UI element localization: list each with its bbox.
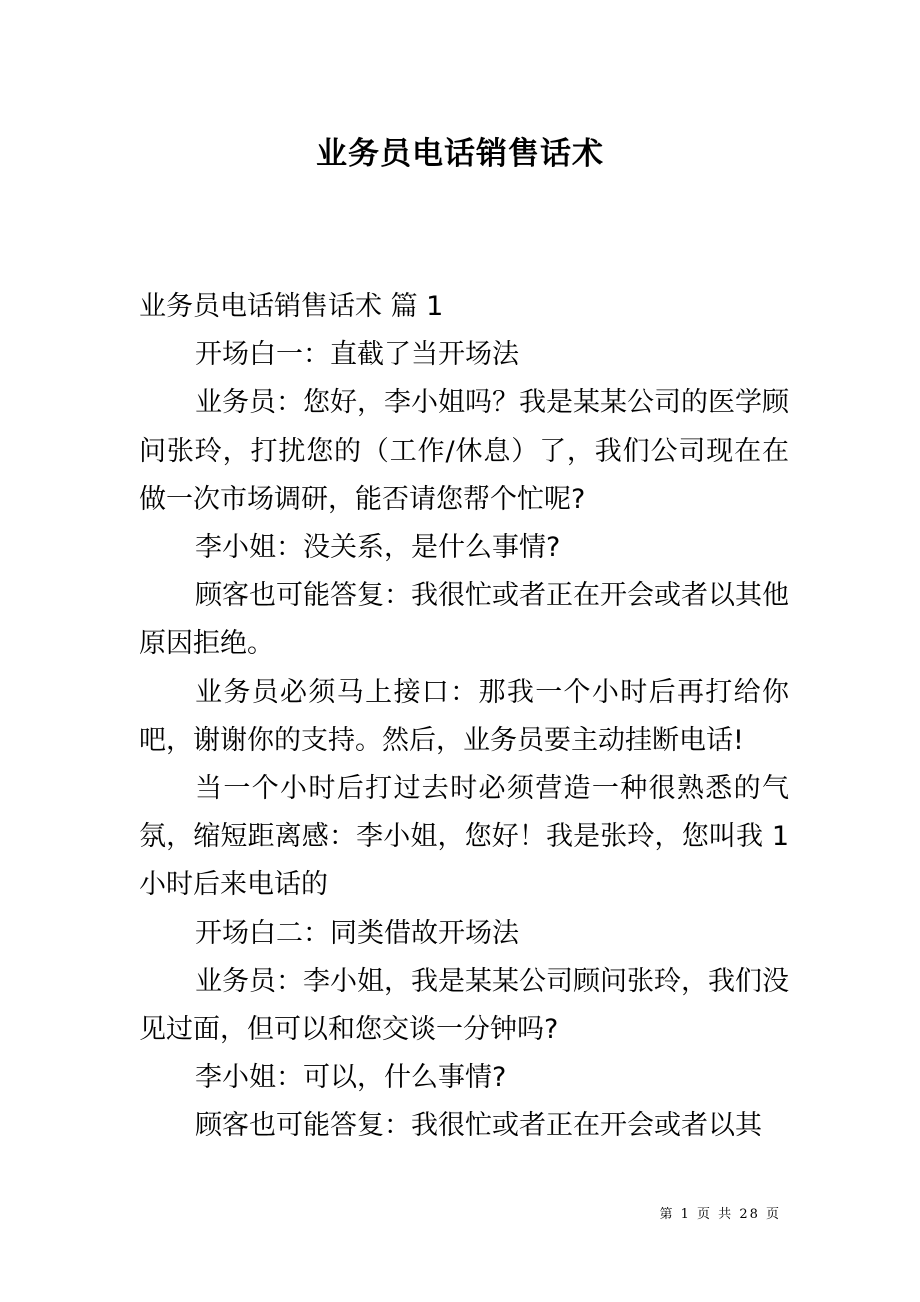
document-body <box>139 283 789 1151</box>
paragraph: 李小姐：可以，什么事情? <box>195 1062 507 1094</box>
paragraph: 业务员必须马上接口：那我一个小时后再打给你吧，谢谢你的支持。然后，业务员要主动挂断电话! <box>139 676 789 756</box>
document-title: 业务员电话销售话术 <box>316 136 604 172</box>
paragraph-heading: 业务员电话销售话术 篇 1 <box>139 291 444 322</box>
paragraph: 顾客也可能答复：我很忙或者正在开会或者以其 <box>195 1110 762 1142</box>
paragraph: 业务员：您好，李小姐吗？我是某某公司的医学顾问张玲，打扰您的（工作/休息）了，我们公司现在在做一次市场调研，能否请您帮个忙呢? <box>139 387 789 515</box>
paragraph: 开场白一：直截了当开场法 <box>195 339 519 371</box>
page-number: 第 1 页 共 28 页 <box>659 1207 781 1222</box>
paragraph: 开场白二：同类借故开场法 <box>195 917 519 949</box>
paragraph: 当一个小时后打过去时必须营造一种很熟悉的气氛，缩短距离感：李小姐，您好！我是张玲，您叫我 1 小时后来电话的 <box>139 773 789 901</box>
paragraph: 业务员：李小姐，我是某某公司顾问张玲，我们没见过面，但可以和您交谈一分钟吗? <box>139 965 789 1046</box>
paragraph: 李小姐：没关系，是什么事情? <box>195 532 561 564</box>
paragraph: 顾客也可能答复：我很忙或者正在开会或者以其他原因拒绝。 <box>139 580 789 660</box>
